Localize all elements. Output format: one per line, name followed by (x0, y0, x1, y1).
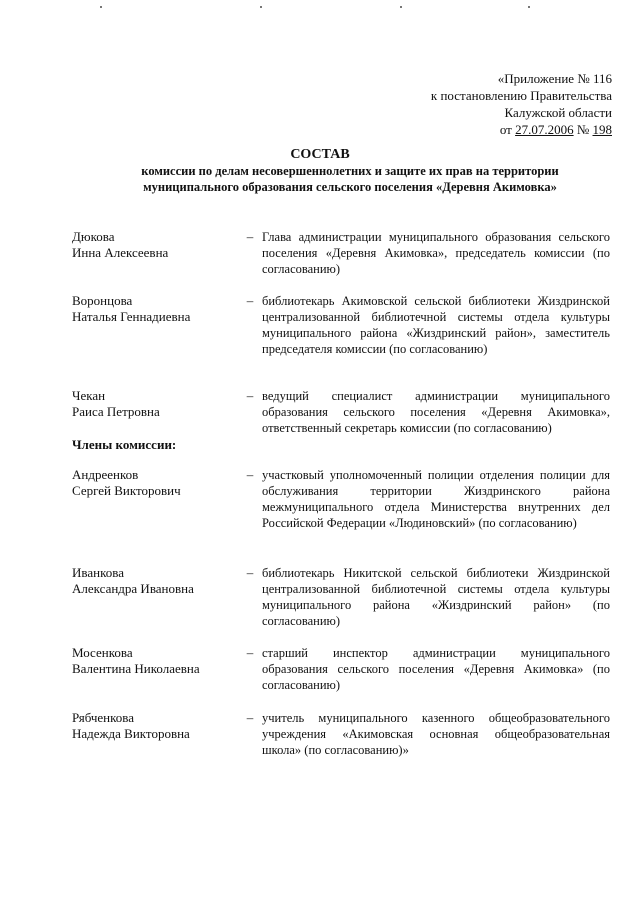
given-names: Валентина Николаевна (72, 661, 200, 676)
surname: Мосенкова (72, 645, 133, 660)
person-role: учитель муниципального казенного общеобразовательного учреждения «Акимовская основная общеобразовательная школа» (по согласованию)» (262, 711, 610, 757)
person-name (72, 293, 242, 325)
appendix-line: к постановлению Правительства (430, 88, 612, 103)
scan-mark (260, 6, 262, 8)
surname: Иванкова (72, 565, 124, 580)
person-role: ведущий специалист администрации муниципального образования сельского поселения «Деревня Акимовка», ответственный секретарь комиссии (по согласованию) (262, 389, 610, 435)
scan-mark (400, 6, 402, 8)
dash-separator: – (246, 467, 254, 482)
dash-separator: – (246, 388, 254, 403)
members-heading: Члены комиссии: (72, 437, 177, 452)
person-name (72, 388, 242, 420)
scan-mark (100, 6, 102, 8)
surname: Рябченкова (72, 710, 134, 725)
scan-mark (528, 6, 530, 8)
person-role: участковый уполномоченный полиции отделения полиции для обслуживания территории Жиздринского района межмуниципального отдела Министерства внутренних дел Российской Федерации «Людиновский» (по согласованию) (262, 468, 610, 530)
person-role: Глава администрации муниципального образования сельского поселения «Деревня Акимовка», председатель комиссии (по согласованию) (262, 230, 610, 276)
dash-separator: – (246, 710, 254, 725)
person-name (72, 229, 242, 261)
given-names: Инна Алексеевна (72, 245, 169, 260)
appendix-reference (431, 70, 612, 138)
given-names: Сергей Викторович (72, 483, 181, 498)
surname: Чекан (72, 388, 106, 403)
document-title: СОСТАВ (290, 147, 350, 162)
person-role: библиотекарь Никитской сельской библиотеки Жиздринской централизованной библиотечной системы отдела культуры муниципального района «Жиздринский район» (по согласованию) (262, 566, 610, 628)
appendix-number: 198 (592, 122, 612, 137)
surname: Воронцова (72, 293, 133, 308)
dash-separator: – (246, 229, 254, 244)
person-name (72, 565, 242, 597)
appendix-date: 27.07.2006 (515, 122, 574, 137)
person-name (72, 467, 242, 499)
given-names: Александра Ивановна (72, 581, 194, 596)
dash-separator: – (246, 293, 254, 308)
given-names: Наталья Геннадиевна (72, 309, 191, 324)
given-names: Раиса Петровна (72, 404, 160, 419)
person-name (72, 645, 242, 677)
dash-separator: – (246, 645, 254, 660)
dash-separator: – (246, 565, 254, 580)
surname: Андреенков (72, 467, 139, 482)
appendix-line: «Приложение № 116 (497, 71, 612, 86)
person-role: библиотекарь Акимовской сельской библиотеки Жиздринской централизованной библиотечной системы отдела культуры муниципального района «Жиздринский район», заместитель председателя комиссии (по согласованию) (262, 294, 610, 356)
surname: Дюкова (72, 229, 115, 244)
appendix-date-line (431, 121, 612, 138)
given-names: Надежда Викторовна (72, 726, 190, 741)
appendix-number-label: № (576, 122, 590, 137)
appendix-line: Калужской области (504, 105, 612, 120)
document-subtitle: комиссии по делам несовершеннолетних и защите их прав на территории муниципального образования сельского поселения «Деревня Акимовка» (141, 164, 559, 194)
appendix-date-prefix: от (499, 122, 516, 137)
person-name (72, 710, 242, 742)
person-role: старший инспектор администрации муниципального образования сельского поселения «Деревня Акимовка» (по согласованию) (262, 646, 610, 692)
